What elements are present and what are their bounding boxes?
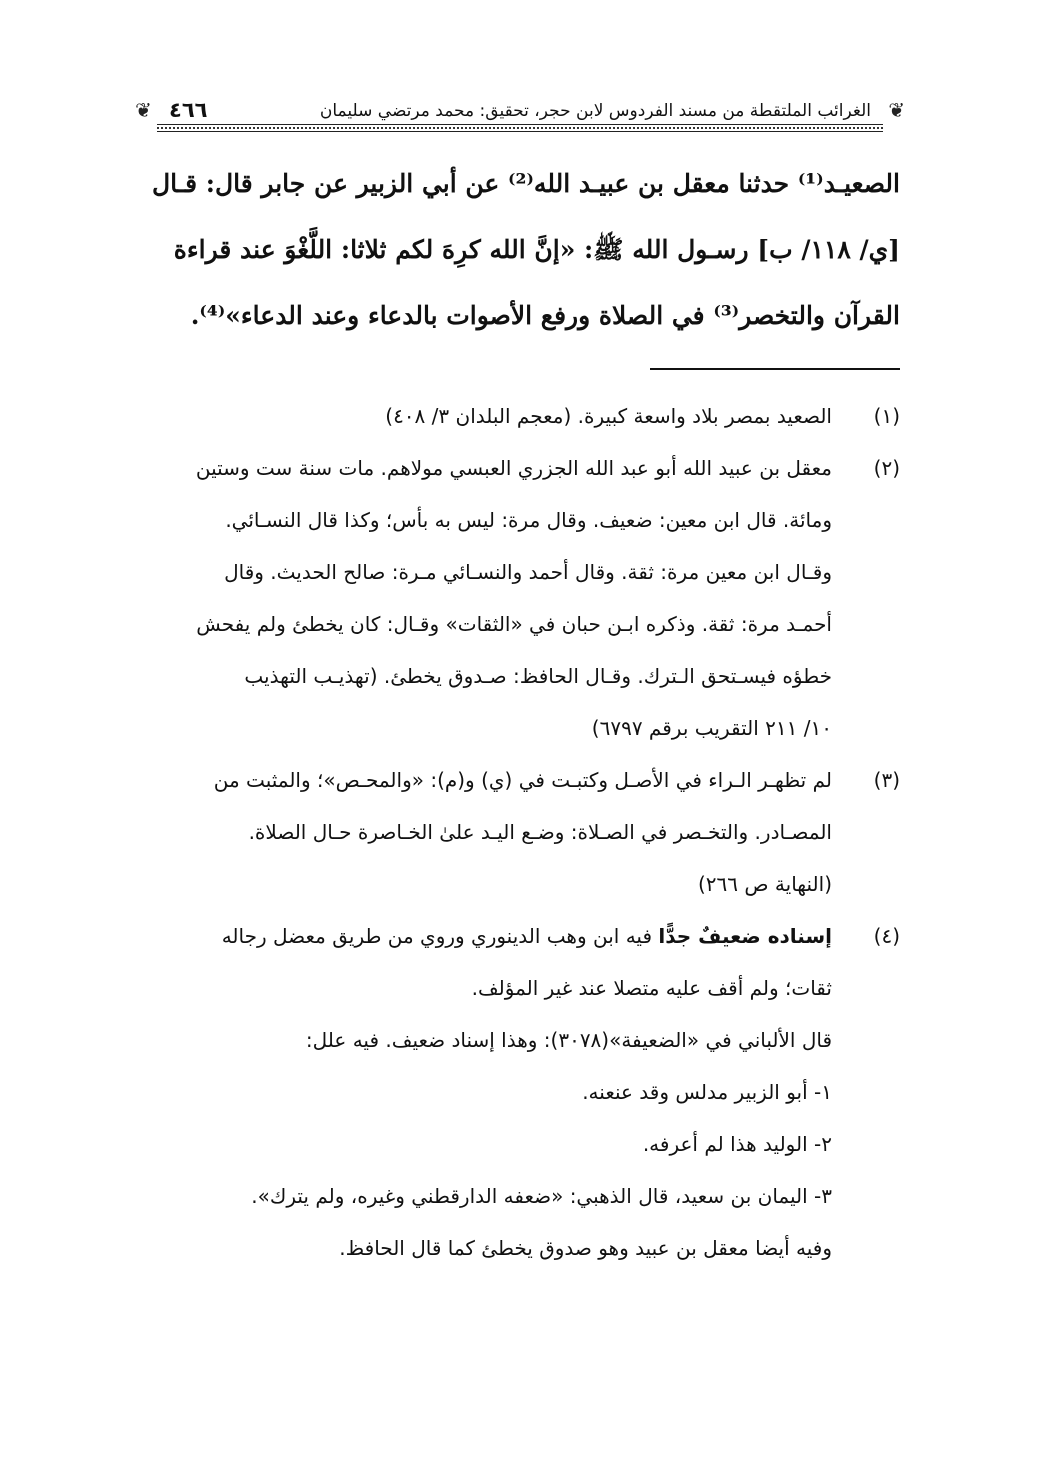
footnote-line-rest: فيه ابن وهب الدينوري وروي من طريق معضل رجاله (221, 924, 659, 948)
footnote-4 (132, 910, 900, 1274)
footnote-line: ثقات؛ ولم أقف عليه متصلا عند غير المؤلف. (471, 976, 832, 1000)
footnote-number: (٣) (873, 768, 900, 792)
footnote-1 (132, 390, 900, 442)
page-number: ٤٦٦ (169, 98, 208, 122)
footnote-number: (٢) (873, 456, 900, 480)
footnote-line (132, 910, 832, 962)
footnote-line: ١- أبو الزبير مدلس وقد عنعنه. (582, 1080, 832, 1104)
main-text-line: [ي/ ١١٨/ ب] رسـول الله ﷺ: «إنَّ الله كرِهَ لكم ثلاثا: اللَّغْوَ عند قراءة (173, 235, 900, 264)
footnote-line: خطؤه فيسـتحق الـترك. وقـال الحافظ: صـدوق يخطئ. (تهذيـب التهذيب (244, 664, 832, 688)
footnote-line: ٣- اليمان بن سعيد، قال الذهبي: «ضعفه الدارقطني وغيره، ولم يترك». (251, 1184, 832, 1208)
grading-text: إسناده ضعيفٌ جدًّا (658, 924, 832, 948)
footnote-line: أحمـد مرة: ثقة. وذكره ابـن حبان في «الثقات» وقـال: كان يخطئ ولم يفحش (196, 612, 832, 636)
footnote-line: وقـال ابن معين مرة: ثقة. وقال أحمد والنسـائي مـرة: صالح الحديث. وقال (224, 560, 832, 584)
main-text (140, 156, 900, 354)
footnote-3 (132, 754, 900, 910)
footnote-line: (النهاية ص ٢٦٦) (697, 872, 832, 896)
main-text-line: الصعيـد⁽¹⁾ حدثنا معقل بن عبيـد الله⁽²⁾ عن أبي الزبير عن جابر قال: قـال (152, 169, 900, 198)
footnote-line: ٢- الوليد هذا لم أعرفه. (642, 1132, 832, 1156)
ornament-right-icon: ❦ (888, 98, 905, 122)
header-rule (157, 131, 883, 132)
footnote-line: لم تظهـر الـراء في الأصـل وكتبـت في (ي) و(م): «والمحـص»؛ والمثبت من (213, 768, 832, 792)
book-title: الغرائب الملتقطة من مسند الفردوس لابن حجر، تحقيق: محمد مرتضي سليمان (319, 101, 871, 121)
footnote-line: الصعيد بمصر بلاد واسعة كبيرة. (معجم البلدان ٣/ ٤٠٨) (385, 404, 832, 428)
footnote-line: ١٠/ ٢١١ التقريب برقم ٦٧٩٧) (591, 716, 832, 740)
footnote-number: (١) (873, 404, 900, 428)
footnote-2 (132, 442, 900, 754)
header-rule (157, 124, 883, 125)
footnote-line: معقل بن عبيد الله أبو عبد الله الجزري العبسي مولاهم. مات سنة ست وستين (195, 456, 832, 480)
header-rule-dotted (157, 127, 883, 129)
ornament-left-icon: ❦ (135, 98, 152, 122)
running-header (135, 96, 905, 138)
footnote-divider (650, 368, 900, 370)
main-text-line: القرآن والتخصر⁽³⁾ في الصلاة ورفع الأصوات بالدعاء وعند الدعاء»⁽⁴⁾. (190, 301, 900, 330)
footnote-line: المصـادر. والتخـصر في الصـلاة: وضـع اليـد علىٰ الخـاصرة حـال الصلاة. (248, 820, 832, 844)
footnote-line: وفيه أيضا معقل بن عبيد وهو صدوق يخطئ كما قال الحافظ. (339, 1236, 832, 1260)
footnote-line: قال الألباني في «الضعيفة»(٣٠٧٨): وهذا إسناد ضعيف. فيه علل: (305, 1028, 832, 1052)
footnote-line: ومائة. قال ابن معين: ضعيف. وقال مرة: ليس به بأس؛ وكذا قال النسـائي. (225, 508, 832, 532)
footnote-number: (٤) (873, 924, 900, 948)
footnotes (132, 390, 900, 1274)
